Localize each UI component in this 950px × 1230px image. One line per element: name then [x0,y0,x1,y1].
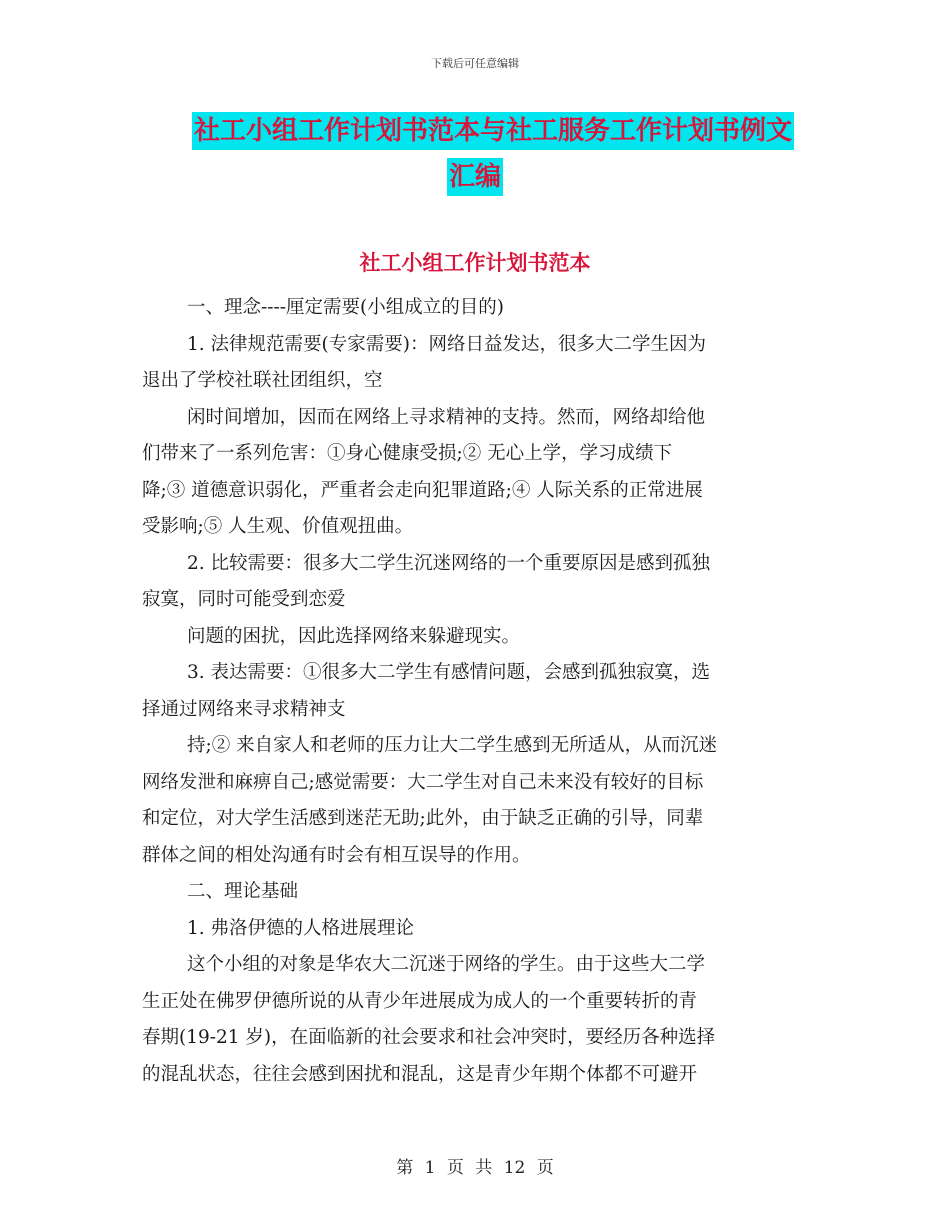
body-line: 退出了学校社联社团组织，空 [142,370,383,391]
title-line-1: 社工小组工作计划书范本与社工服务工作计划书例文 [192,112,794,150]
body-line: 们带来了一系列危害：①身心健康受损;② 无心上学，学习成绩下 [142,443,673,464]
body-line: 持;② 来自家人和老师的压力让大二学生感到无所适从，从而沉迷 [187,735,718,756]
body-line: 择通过网络来寻求精神支 [142,698,346,720]
body-line: 生正处在佛罗伊德所说的从青少年进展成为成人的一个重要转折的青 [142,990,698,1012]
body-line: 这个小组的对象是华农大二沉迷于网络的学生。由于这些大二学 [187,954,706,975]
page-footer: 第 1 页 共 12 页 [396,1158,554,1178]
body-line: 问题的困扰，因此选择网络来躲避现实。 [187,625,521,647]
body-line: 群体之间的相处沟通有时会有相互误导的作用。 [142,844,531,866]
body-line: 2. 比较需要：很多大二学生沉迷网络的一个重要原因是感到孤独 [187,552,711,574]
title-line-2: 汇编 [447,158,503,196]
section-title: 社工小组工作计划书范本 [359,251,591,275]
body-line: 和定位，对大学生活感到迷茫无助;此外，由于缺乏正确的引导，同辈 [142,808,704,829]
body-line: 1. 法律规范需要(专家需要)：网络日益发达，很多大二学生因为 [187,333,706,355]
header-note: 下载后可任意编辑 [431,57,519,70]
body-line: 1. 弗洛伊德的人格进展理论 [187,917,415,939]
body-line: 3. 表达需要：①很多大二学生有感情问题，会感到孤独寂寞，选 [187,662,711,683]
body-line: 的混乱状态，往往会感到困扰和混乱，这是青少年期个体都不可避开 [142,1063,698,1085]
body-line: 闲时间增加，因而在网络上寻求精神的支持。然而，网络却给他 [187,406,706,428]
document-body [142,290,807,1093]
body-line: 一、理念----厘定需要(小组成立的目的) [187,297,504,318]
body-line: 二、理论基础 [187,881,299,902]
body-line: 春期(19-21 岁)，在面临新的社会要求和社会冲突时，要经历各种选择 [142,1027,716,1048]
body-line: 网络发泄和麻痹自己;感觉需要：大二学生对自己未来没有较好的目标 [142,771,704,793]
body-line: 降;③ 道德意识弱化，严重者会走向犯罪道路;④ 人际关系的正常进展 [142,479,703,501]
body-line: 受影响;⑤ 人生观、价值观扭曲。 [142,516,414,537]
body-line: 寂寞，同时可能受到恋爱 [142,589,346,610]
